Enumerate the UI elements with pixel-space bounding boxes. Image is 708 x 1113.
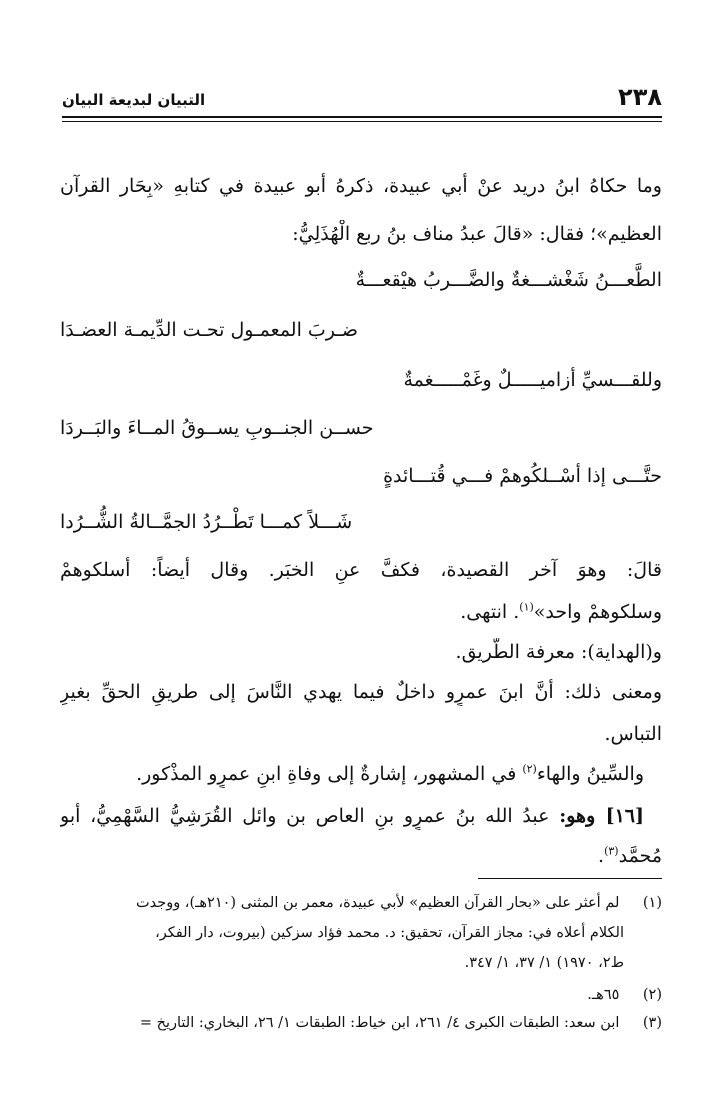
verse-hemistich-1: الطَّعـــنُ شَغْشـــغةٌ والضَّـــربُ هيْقعـــةٌ	[355, 269, 662, 291]
header-rule-thick	[62, 116, 662, 118]
text-line-1: وما حكاهُ ابنُ دريد عنْ أبي عبيدة، ذكرهُ أبو عبيدة في كتابهِ «بِحَار القرآن	[60, 175, 662, 197]
text-line-4: وسلكوهمْ واحد»$^{(١)}$. انتهى.	[460, 600, 662, 623]
verse-hemistich-6: شَـــلاً كمـــا تَطْــرُدُ الجمَّــالةُ الشُّــرُدا	[60, 511, 353, 533]
footnote-number: (٣)	[642, 1015, 662, 1031]
footnote-ref-2: (٢)	[522, 762, 537, 776]
footnote-2	[60, 984, 662, 1006]
verse-hemistich-2: ضـربَ المعمـول تحـت الدِّيمـة العضـدَا	[60, 319, 358, 341]
footnote-3	[60, 1012, 662, 1034]
footnote-1-line-3: ط٢، ١٩٧٠) ١/ ٣٧، ١/ ٣٤٧.	[464, 955, 624, 971]
text-line-7: التباس.	[604, 723, 662, 745]
footnote-text: ٦٥هـ.	[587, 987, 620, 1003]
text-line-8: والسِّينُ والهاء$^{(٢)}$ في المشهور، إشارةٌ إلى وفاةِ ابنِ عمرٍو المذْكور.	[136, 762, 644, 785]
text-line-3: قالَ: وهوَ آخر القصيدة، فكفَّ عنِ الخبَر. وقال أيضاً: أسلكوهمْ	[60, 559, 662, 581]
page-number: ٢٣٨	[618, 83, 662, 111]
footnote-1	[60, 892, 662, 914]
footnote-ref-1: (١)	[519, 600, 534, 614]
text-line-2: العظيم»؛ فقال: «قالَ عبدُ مناف بنُ ربع الْهُذَلِيُّ:	[292, 223, 662, 245]
page-header	[62, 84, 662, 110]
footnote-text: لم أعثر على «بحار القرآن العظيم» لأبي عبيدة، معمر بن المثنى (٢١٠هـ)، ووجدت	[135, 895, 620, 911]
text-line-10: مُحمَّد$^{(٣)}$.	[598, 844, 662, 867]
text-line-6: ومعنى ذلك: أنَّ ابنَ عمرٍو داخلٌ فيما يهدي النَّاسَ إلى طريقِ الحقِّ بغيرِ	[60, 681, 662, 703]
running-title: التبيان لبديعة البيان	[62, 91, 206, 109]
footnote-number: (٢)	[642, 987, 662, 1003]
text-line-9: [١٦] وهو: عبدُ الله بنُ عمرٍو بنِ العاص بن وائل القُرَشِيُّ السَّهْمِيُّ، أبو	[60, 805, 644, 827]
header-rule-thin	[62, 121, 662, 122]
verse-hemistich-4: حســن الجنــوبِ يســوقُ المــاءَ والبَــردَا	[60, 417, 374, 439]
verse-hemistich-3: وللقـــسيِّ أزاميـــــلٌ وغَمْـــــغمةٌ	[403, 369, 662, 391]
footnote-text: ابن سعد: الطبقات الكبرى ٤/ ٢٦١، ابن خياط: الطبقات ١/ ٢٦، البخاري: التاريخ =	[139, 1015, 620, 1031]
footnote-number: (١)	[642, 895, 662, 911]
footnote-1-line-2: الكلام أعلاه في: مجاز القرآن، تحقيق: د. محمد فؤاد سزكين (بيروت، دار الفكر،	[155, 925, 624, 941]
footnote-separator	[478, 878, 662, 879]
text-line-5: و(الهداية): معرفة الطَّريق.	[455, 641, 662, 663]
verse-hemistich-5: حتَّـــى إذا أسْــلكُوهمْ فـــي قُتـــائدةٍ	[383, 465, 662, 487]
footnote-ref-3: (٣)	[604, 844, 619, 858]
